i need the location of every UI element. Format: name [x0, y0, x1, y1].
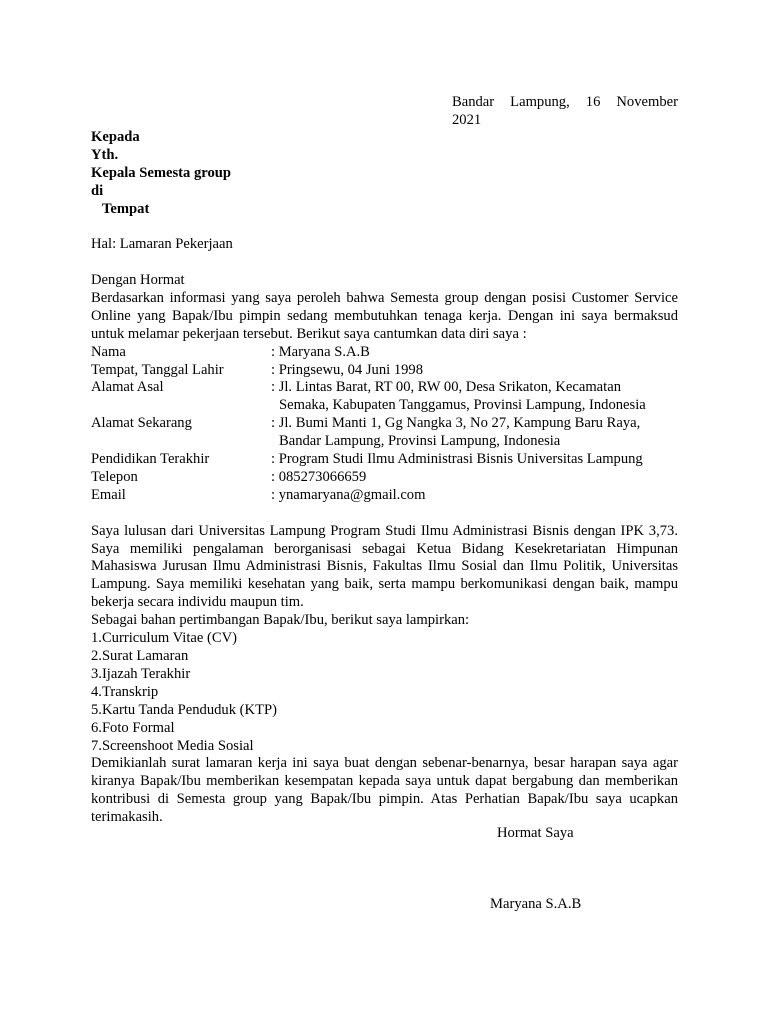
list-item: 1.Curriculum Vitae (CV) [91, 630, 237, 647]
list-item: 2.Surat Lamaran [91, 648, 189, 665]
detail-row [91, 451, 678, 469]
personal-details [91, 344, 678, 505]
detail-row [91, 379, 678, 415]
intro-paragraph: Berdasarkan informasi yang saya peroleh bahwa Semesta group dengan posisi Customer Service Online yang Bapak/Ibu pimpin sedang membutuhkan tenaga kerja. Dengan ini saya bermaksud untuk melamar pekerjaan tersebut. Berikut saya cantumkan data diri saya : [91, 289, 678, 342]
detail-row [91, 362, 678, 380]
list-item: 5.Kartu Tanda Penduduk (KTP) [91, 701, 277, 718]
detail-label: Email [91, 486, 126, 503]
signer-name: Maryana S.A.B [490, 896, 582, 912]
letter-body [91, 272, 678, 827]
detail-row [91, 487, 678, 505]
date-word: November [616, 94, 678, 110]
attachments-intro: Sebagai bahan pertimbangan Bapak/Ibu, berikut saya lampirkan: [91, 612, 470, 629]
date-line-1 [452, 94, 678, 112]
spacer [91, 505, 678, 523]
detail-value: : Pringsewu, 04 Juni 1998 [271, 361, 424, 378]
date-word: Bandar [452, 94, 495, 110]
detail-value: : ynamaryana@gmail.com [271, 486, 426, 503]
greeting: Dengan Hormat [91, 272, 185, 288]
recipient-line: Tempat [102, 200, 150, 217]
detail-row [91, 415, 678, 451]
list-item: 6.Foto Formal [91, 719, 175, 736]
detail-value: : Maryana S.A.B [271, 343, 370, 360]
closing-salutation: Hormat Saya [497, 825, 574, 841]
attachments-list [91, 630, 678, 755]
detail-label: Tempat, Tanggal Lahir [91, 361, 224, 378]
detail-value: : Jl. Lintas Barat, RT 00, RW 00, Desa Srikaton, Kecamatan Semaka, Kabupaten Tanggamus, Provinsi Lampung, Indonesia [271, 379, 646, 414]
date-line-2: 2021 [452, 111, 482, 128]
detail-label: Nama [91, 343, 126, 360]
list-item: 3.Ijazah Terakhir [91, 665, 191, 682]
recipient-line: Kepala Semesta group [91, 164, 231, 181]
detail-label: Alamat Sekarang [91, 415, 192, 432]
recipient-line: Kepada [91, 129, 140, 145]
date-word: 16 [585, 94, 601, 110]
qualification-paragraph: Saya lulusan dari Universitas Lampung Program Studi Ilmu Administrasi Bisnis dengan IPK 3,73. Saya memiliki pengalaman berorganisasi sebagai Ketua Bidang Kesekretariatan Himpunan Mahasiswa Jurusan Ilmu Administrasi Bisnis, Fakultas Ilmu Sosial dan Ilmu Politik, Universitas Lampung. Saya memiliki kesehatan yang baik, serta mampu berkomunikasi dengan baik, mampu bekerja secara individu maupun tim. [91, 522, 678, 611]
list-item: 4.Transkrip [91, 683, 159, 700]
detail-row [91, 344, 678, 362]
recipient-line: Yth. [91, 146, 119, 163]
list-item: 7.Screenshoot Media Sosial [91, 737, 254, 754]
detail-value: : Program Studi Ilmu Administrasi Bisnis Universitas Lampung [271, 451, 643, 468]
detail-label: Pendidikan Terakhir [91, 451, 210, 468]
recipient-block [91, 129, 231, 219]
letter-date [452, 94, 678, 130]
detail-row [91, 469, 678, 487]
detail-value: : Jl. Bumi Manti 1, Gg Nangka 3, No 27, Kampung Baru Raya, Bandar Lampung, Provinsi Lampung, Indonesia [271, 415, 641, 450]
recipient-line: di [91, 182, 104, 199]
date-word: Lampung, [510, 94, 570, 110]
detail-label: Alamat Asal [91, 379, 164, 396]
detail-value: : 085273066659 [271, 468, 367, 485]
closing-paragraph: Demikianlah surat lamaran kerja ini saya buat dengan sebenar-benarnya, besar harapan saya agar kiranya Bapak/Ibu memberikan kesempatan kepada saya untuk dapat bergabung dan memberikan kontribusi di Semesta group yang Bapak/Ibu pimpin. Atas Perhatian Bapak/Ibu saya ucapkan terimakasih. [91, 755, 678, 826]
detail-label: Telepon [91, 468, 138, 485]
letter-subject: Hal: Lamaran Pekerjaan [91, 236, 233, 252]
